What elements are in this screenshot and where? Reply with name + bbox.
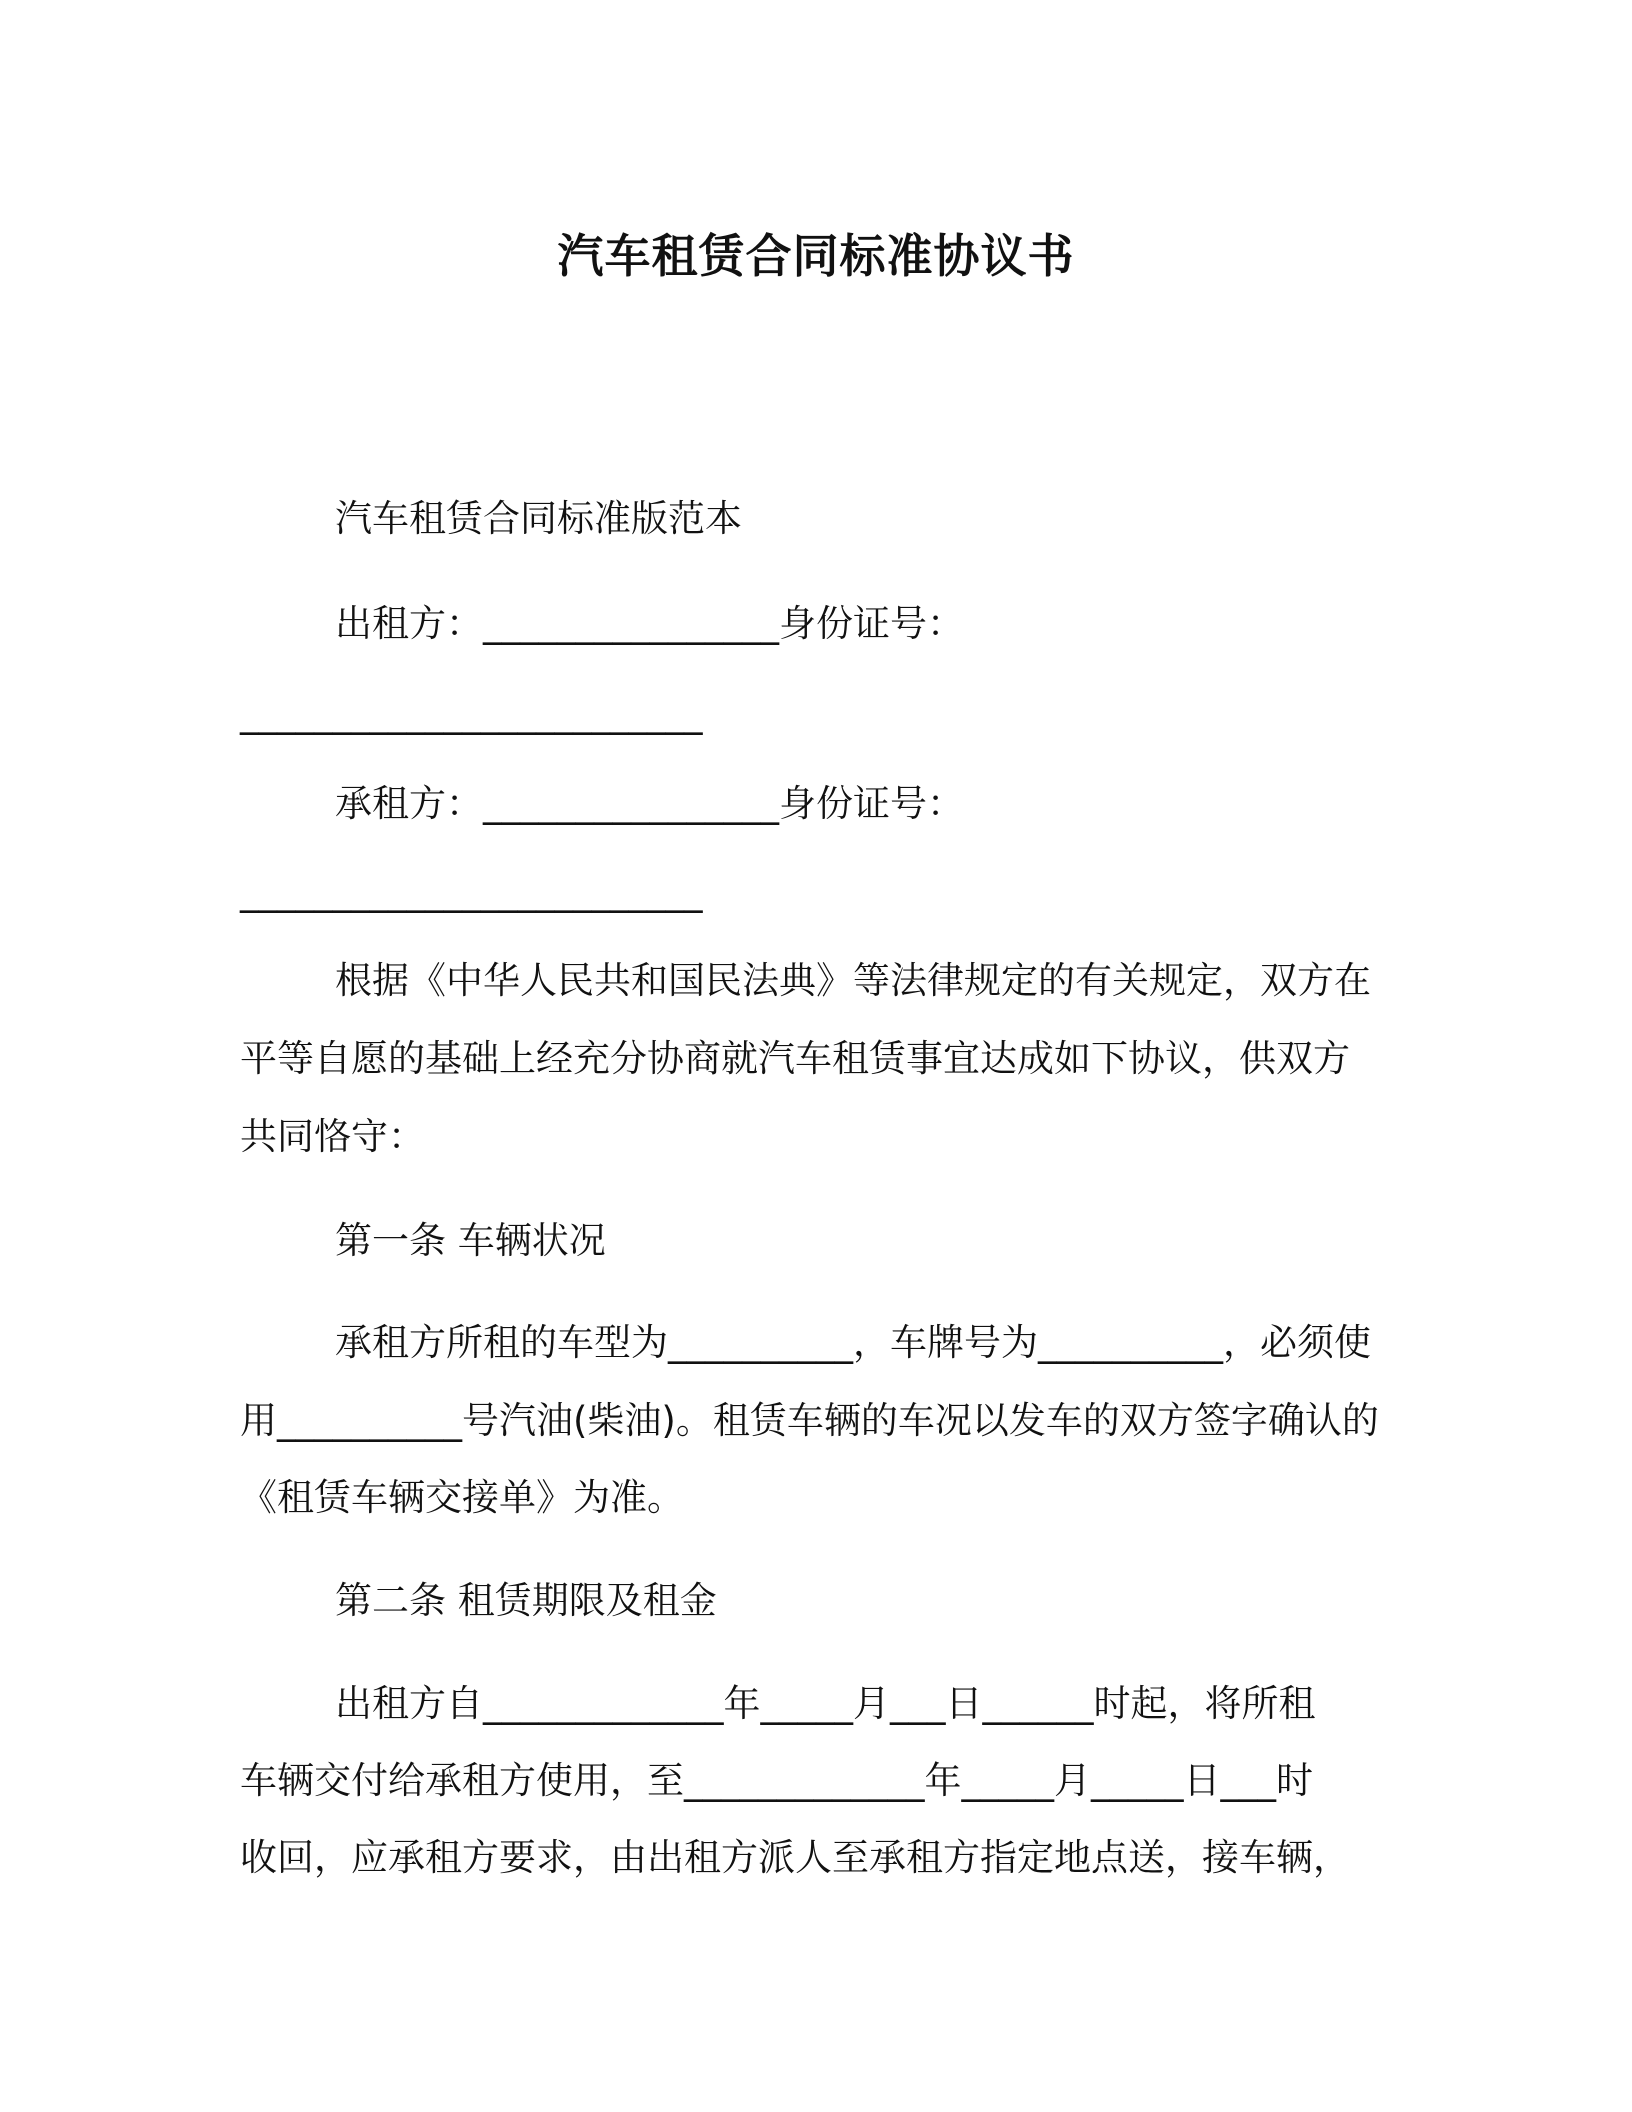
article-1-line: 承租方所租的车型为__________，车牌号为__________，必须使 <box>335 1321 1371 1364</box>
article-1-heading: 第一条 车辆状况 <box>335 1219 606 1262</box>
lessor-line: 出租方：________________身份证号： <box>335 602 964 645</box>
document-subtitle: 汽车租赁合同标准版范本 <box>335 497 742 540</box>
article-2-line: 车辆交付给承租方使用，至_____________年_____月_____日___时 <box>240 1759 1313 1802</box>
document-title: 汽车租赁合同标准协议书 <box>557 229 1075 283</box>
intro-paragraph-line: 根据《中华人民共和国民法典》等法律规定的有关规定，双方在 <box>335 959 1371 1002</box>
article-1-line: 《租赁车辆交接单》为准。 <box>240 1476 684 1519</box>
article-1-line: 用__________号汽油(柴油)。租赁车辆的车况以发车的双方签字确认的 <box>240 1399 1379 1442</box>
lessor-id-blank: _________________________ <box>240 692 703 735</box>
lessee-line: 承租方：________________身份证号： <box>335 782 964 825</box>
article-2-line: 出租方自_____________年_____月___日______时起，将所租 <box>335 1682 1316 1725</box>
article-2-line: 收回，应承租方要求，由出租方派人至承租方指定地点送，接车辆， <box>240 1836 1350 1879</box>
intro-paragraph-line: 共同恪守： <box>240 1115 425 1158</box>
article-2-heading: 第二条 租赁期限及租金 <box>335 1579 717 1622</box>
intro-paragraph-line: 平等自愿的基础上经充分协商就汽车租赁事宜达成如下协议，供双方 <box>240 1037 1350 1080</box>
lessee-id-blank: _________________________ <box>240 870 703 913</box>
